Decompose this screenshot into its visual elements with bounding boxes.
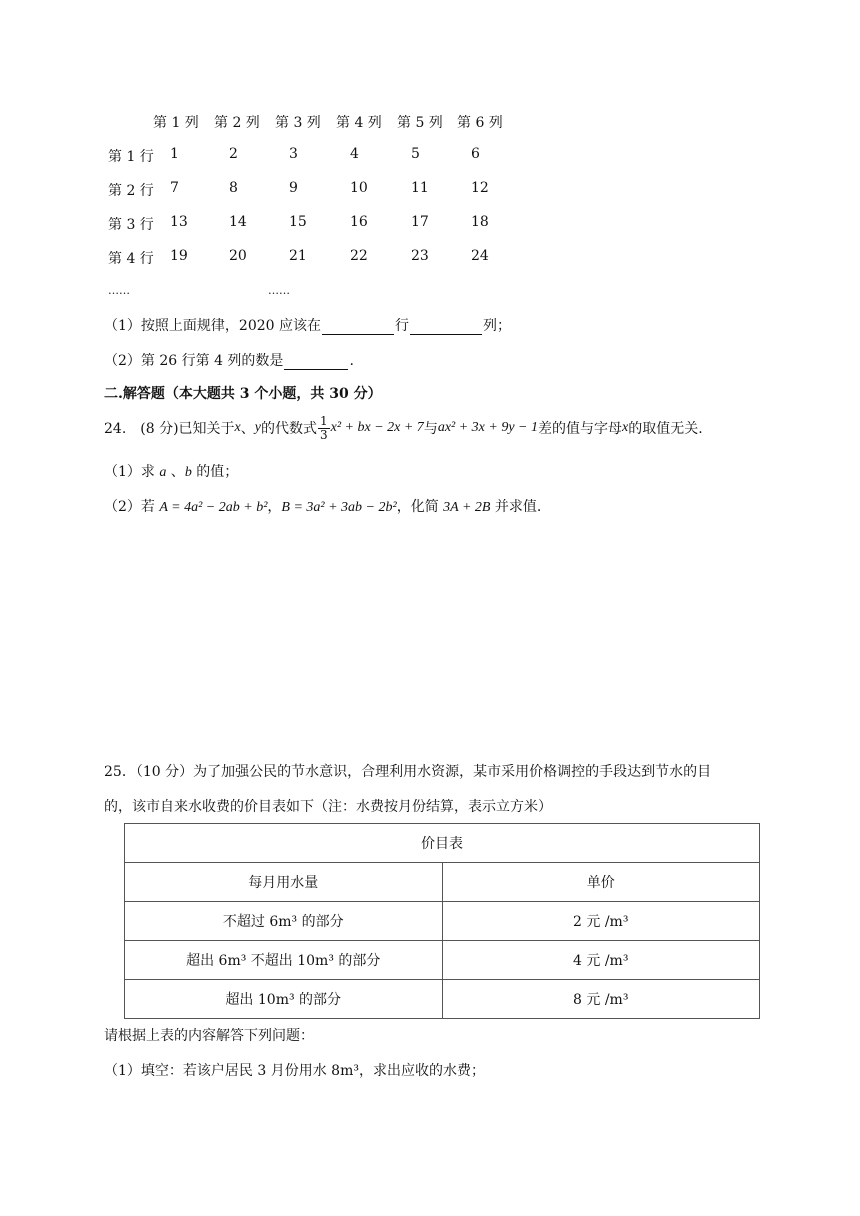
fraction-denominator: 3 — [319, 427, 328, 442]
q24-part2 — [104, 496, 541, 516]
grid-cell: 1 — [170, 146, 179, 162]
row-label: 第 1 行 — [108, 149, 154, 165]
q24-part1 — [104, 461, 238, 481]
q23-part2 — [104, 350, 354, 370]
table-row — [125, 980, 760, 1019]
usage-cell: 超出 10m³ 的部分 — [125, 980, 443, 1019]
grid-cell: 5 — [411, 146, 420, 162]
column-header: 第 4 列 — [336, 115, 382, 131]
table-row — [125, 941, 760, 980]
column-header: 第 5 列 — [397, 115, 443, 131]
usage-cell: 超出 6m³ 不超出 10m³ 的部分 — [125, 941, 443, 980]
q25-part1: （1）填空：若该户居民 3 月份用水 8m³，求出应收的水费； — [104, 1063, 485, 1079]
fraction-numerator: 1 — [319, 413, 328, 428]
ellipsis: …… — [268, 284, 290, 297]
grid-cell: 19 — [170, 248, 188, 264]
q23-part1-text: 列； — [483, 318, 511, 334]
grid-cell: 24 — [471, 248, 489, 264]
q24-part2-text: ，化简 — [396, 499, 444, 515]
q25-stem-line2: 的，该市自来水收费的价目表如下（注：水费按月份结算，表示立方米） — [104, 799, 552, 815]
grid-cell: 16 — [350, 214, 368, 230]
var-x: x — [622, 420, 629, 435]
q24-stem — [104, 412, 703, 444]
grid-cell: 7 — [170, 180, 179, 196]
grid-cell: 21 — [289, 248, 307, 264]
price-cell: 4 元 /m³ — [442, 941, 760, 980]
table-row — [125, 902, 760, 941]
q24-text: 24. (8 分)已知关于 — [104, 421, 235, 437]
expression-2: ax² + 3x + 9y − 1 — [437, 420, 538, 435]
grid-cell: 10 — [350, 180, 368, 196]
row-label: 第 4 行 — [108, 251, 154, 267]
q24-part2-text: （2）若 — [104, 499, 160, 515]
answer-blank — [284, 355, 348, 370]
grid-cell: 17 — [411, 214, 429, 230]
q23-part1-text: （1）按照上面规律，2020 应该在 — [104, 318, 321, 334]
q25-stem-line1: 25．（10 分）为了加强公民的节水意识，合理利用水资源，某市采用价格调控的手段达到节水的目 — [104, 764, 712, 780]
q24-text: 与 — [423, 421, 438, 437]
table-title: 价目表 — [125, 824, 760, 863]
q24-text: 、 — [240, 421, 255, 437]
q24-part2-text: ， — [267, 499, 282, 515]
grid-cell: 4 — [350, 146, 359, 162]
grid-cell: 18 — [471, 214, 489, 230]
grid-cell: 14 — [229, 214, 247, 230]
q24-text: 的代数式 — [260, 421, 317, 437]
q23-part2-text: . — [349, 353, 354, 369]
grid-cell: 20 — [229, 248, 247, 264]
column-header: 第 2 列 — [214, 115, 260, 131]
expression-b: B = 3a² + 3ab − 2b² — [281, 500, 397, 515]
grid-cell: 12 — [471, 180, 489, 196]
fraction-one-third — [318, 415, 330, 442]
price-table — [124, 823, 760, 1019]
q24-part1-text: 的值； — [191, 464, 239, 480]
q24-part1-text: 、 — [166, 464, 185, 480]
table-header: 单价 — [442, 863, 760, 902]
grid-cell: 3 — [289, 146, 298, 162]
q23-part1-text: 行 — [395, 318, 409, 334]
grid-cell: 23 — [411, 248, 429, 264]
row-label: 第 2 行 — [108, 183, 154, 199]
grid-cell: 11 — [411, 180, 429, 196]
grid-cell: 15 — [289, 214, 307, 230]
expression-a: A = 4a² − 2ab + b² — [159, 500, 268, 515]
q24-text: 的取值无关. — [628, 421, 703, 437]
column-header: 第 6 列 — [457, 115, 503, 131]
target-expression: 3A + 2B — [443, 500, 491, 515]
row-label: 第 3 行 — [108, 217, 154, 233]
price-cell: 2 元 /m³ — [442, 902, 760, 941]
column-header: 第 3 列 — [275, 115, 321, 131]
grid-cell: 13 — [170, 214, 188, 230]
var-y: y — [254, 420, 261, 435]
var-b: b — [184, 465, 192, 480]
var-a: a — [159, 465, 167, 480]
column-header: 第 1 列 — [153, 115, 199, 131]
q23-part1 — [104, 315, 511, 335]
section-heading: 二.解答题（本大题共 3 个小题，共 30 分） — [104, 386, 382, 402]
answer-blank — [322, 320, 394, 335]
price-cell: 8 元 /m³ — [442, 980, 760, 1019]
ellipsis: …… — [108, 284, 130, 297]
grid-cell: 6 — [471, 146, 480, 162]
grid-cell: 2 — [229, 146, 238, 162]
q23-part2-text: （2）第 26 行第 4 列的数是 — [104, 353, 284, 369]
usage-cell: 不超过 6m³ 的部分 — [125, 902, 443, 941]
grid-cell: 22 — [350, 248, 368, 264]
table-header: 每月用水量 — [125, 863, 443, 902]
q25-instruction: 请根据上表的内容解答下列问题： — [104, 1028, 314, 1044]
q24-text: 差的值与字母 — [538, 421, 622, 437]
q24-part2-text: 并求值. — [490, 499, 542, 515]
answer-blank — [410, 320, 482, 335]
var-x: x — [234, 420, 241, 435]
q24-part1-text: （1）求 — [104, 464, 160, 480]
grid-cell: 9 — [289, 180, 298, 196]
expression-1: x² + bx − 2x + 7 — [330, 420, 424, 435]
grid-cell: 8 — [229, 180, 238, 196]
